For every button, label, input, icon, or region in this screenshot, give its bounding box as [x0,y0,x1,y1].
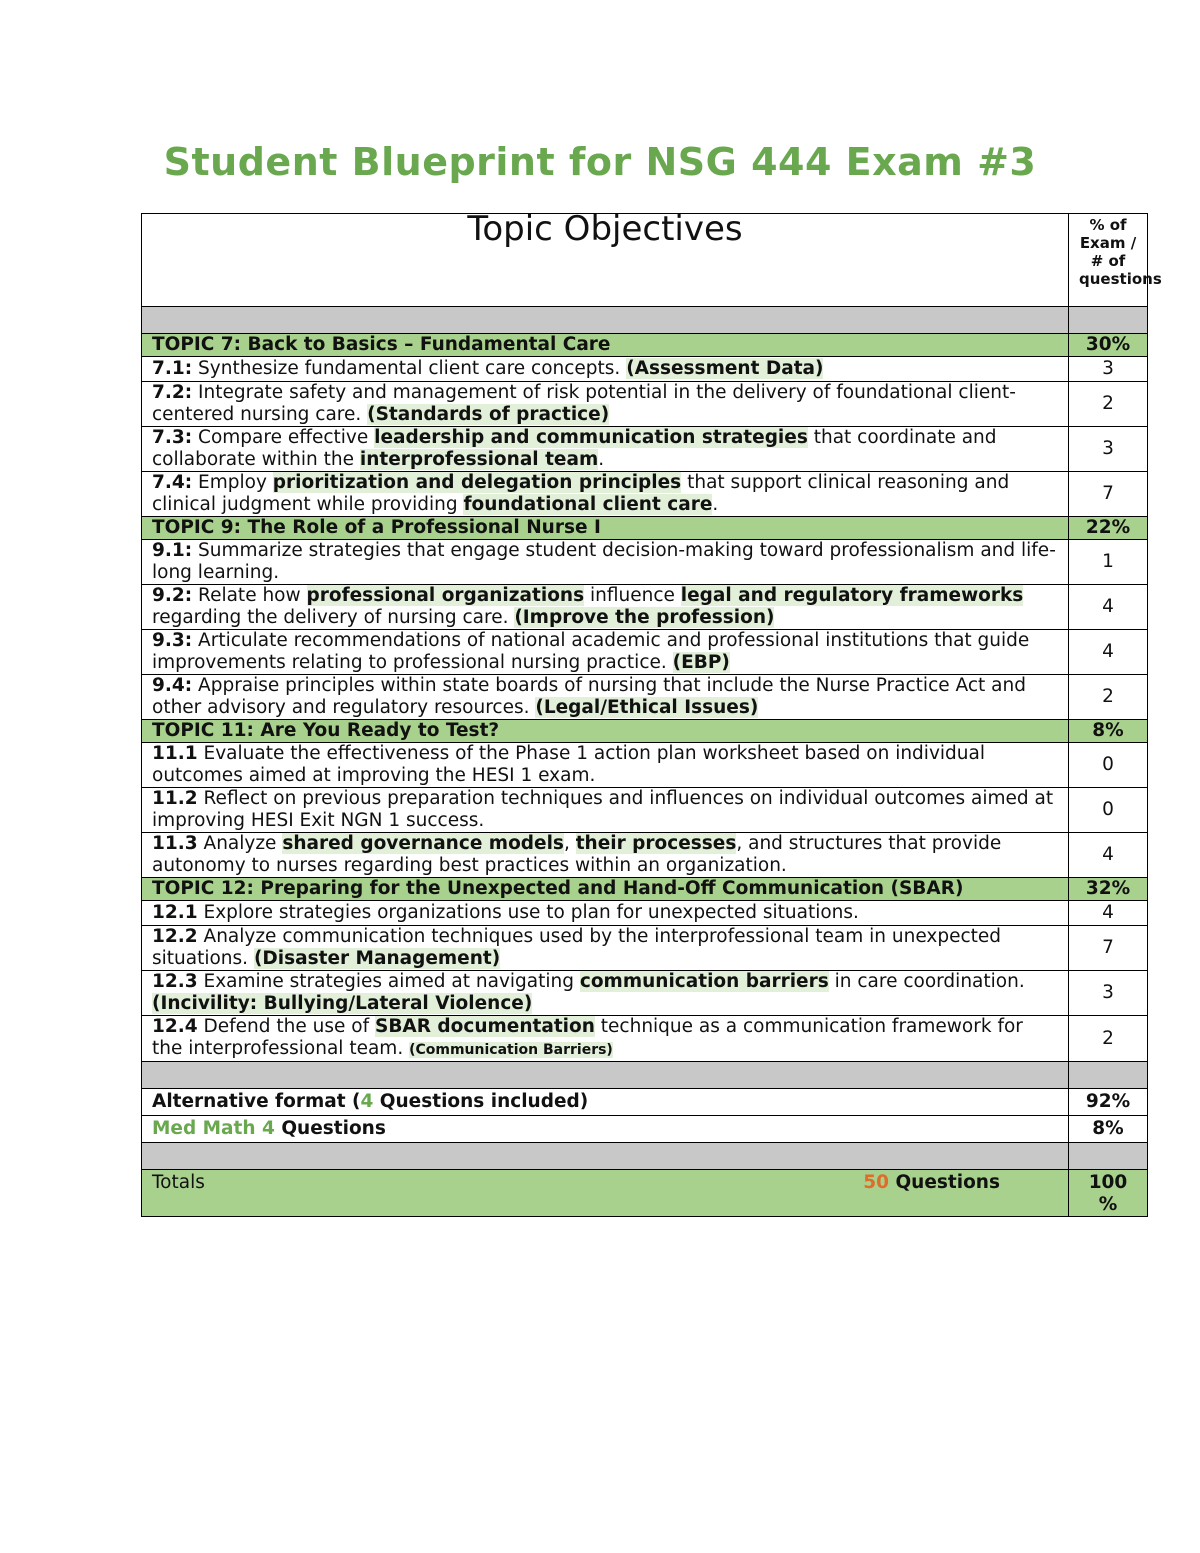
objective-text [142,926,1069,971]
objective-count: 3 [1069,971,1148,1016]
alternative-suffix: Questions included) [373,1091,589,1112]
objective-text-part: . [712,494,719,515]
objective-text-part: , and structures that provide autonomy to nurses regarding best practices within an organization. [152,833,1002,876]
objective-id: 11.1 [152,743,198,764]
objective-count: 7 [1069,472,1148,517]
objective-id: 11.2 [152,788,198,809]
objective-row [142,833,1148,878]
totals-row [142,1170,1148,1217]
topic-heading: TOPIC 9: The Role of a Professional Nurse I [142,517,1069,540]
objective-text-part: technique as a communication framework for the interprofessional team. [152,1016,1023,1059]
objective-row [142,585,1148,630]
objective-id: 7.4: [152,472,193,493]
topic-pct: 8% [1069,720,1148,743]
objective-id: 9.4: [152,675,193,696]
objective-text [142,971,1069,1016]
objective-count: 2 [1069,1016,1148,1062]
topic-heading-row [142,878,1148,901]
objective-row [142,901,1148,926]
spacer-row [142,307,1148,334]
objective-id: 7.1: [152,358,193,379]
objective-text [142,788,1069,833]
objective-highlight: communication barriers [579,971,829,992]
objective-text-part: Analyze [197,833,283,854]
objective-count: 0 [1069,743,1148,788]
page-title: Student Blueprint for NSG 444 Exam #3 [163,140,1037,184]
objective-id: 9.1: [152,540,193,561]
objective-count: 4 [1069,585,1148,630]
objective-count: 3 [1069,357,1148,382]
objective-text-part: Appraise principles within state boards of nursing that include the Nurse Practice Act and other advisory and regulatory resources. [152,675,1026,718]
objective-highlight: (Assessment Data) [626,358,824,379]
objective-count: 0 [1069,788,1148,833]
objective-row [142,540,1148,585]
objective-highlight: (Legal/Ethical Issues) [535,697,759,718]
objective-text-part: Explore strategies organizations use to plan for unexpected situations. [197,902,859,923]
objective-highlight: prioritization and delegation principles [272,472,682,493]
objective-highlight: foundational client care [463,494,713,515]
topic-heading: TOPIC 12: Preparing for the Unexpected and Hand-Off Communication (SBAR) [142,878,1069,901]
topic-pct: 30% [1069,334,1148,357]
objective-text-part: , [563,833,576,854]
objective-text-part: . [598,449,605,470]
objective-highlight: their processes [575,833,737,854]
med-math-row [142,1116,1148,1143]
objective-count: 2 [1069,675,1148,720]
topic-pct: 22% [1069,517,1148,540]
topic-heading: TOPIC 7: Back to Basics – Fundamental Care [142,334,1069,357]
med-math-suffix: Questions [274,1118,386,1139]
objective-id: 11.3 [152,833,198,854]
objective-row [142,926,1148,971]
objective-id: 12.2 [152,926,198,947]
topic-heading-row [142,334,1148,357]
objective-text-part: Articulate recommendations of national academic and professional institutions that guide improvements relating to professional nursing practice. [152,630,1030,673]
objective-row [142,1016,1148,1062]
totals-suffix: Questions [889,1172,1000,1193]
objective-row [142,743,1148,788]
objective-text [142,630,1069,675]
alternative-format-row [142,1089,1148,1116]
spacer-row [142,1143,1148,1170]
objective-count: 4 [1069,901,1148,926]
objective-id: 12.4 [152,1016,198,1037]
objective-id: 9.3: [152,630,193,651]
topic-heading-row [142,517,1148,540]
objective-highlight: legal and regulatory frameworks [680,585,1024,606]
objective-text [142,357,1069,382]
objective-text-part: Summarize strategies that engage student decision-making toward professionalism and life-long learning. [152,540,1056,583]
alternative-label: Alternative format ( [152,1091,361,1112]
objective-highlight: SBAR documentation [375,1016,595,1037]
objective-text [142,833,1069,878]
objective-text-part: that support clinical reasoning and clinical judgment while providing [152,472,1010,515]
objective-row [142,427,1148,472]
objective-count: 4 [1069,833,1148,878]
objective-text [142,540,1069,585]
objective-id: 9.2: [152,585,193,606]
topic-heading: TOPIC 11: Are You Ready to Test? [142,720,1069,743]
totals-label: Totals [152,1172,205,1193]
objective-id: 12.1 [152,902,198,923]
objective-highlight: (Standards of practice) [367,404,610,425]
objective-row [142,971,1148,1016]
objective-text-part: Analyze communication techniques used by the interprofessional team in unexpected situations. [152,926,1002,969]
objective-text-part: Employ [192,472,273,493]
totals-count: 50 [863,1172,890,1193]
objective-text [142,743,1069,788]
objective-id: 12.3 [152,971,198,992]
objective-row [142,357,1148,382]
objective-row [142,675,1148,720]
objective-highlight: (EBP) [672,652,730,673]
objective-row [142,382,1148,427]
totals-pct: 100 % [1069,1170,1148,1217]
topic-heading-row [142,720,1148,743]
objective-id: 7.2: [152,382,193,403]
objective-text-part: Integrate safety and management of risk potential in the delivery of foundational client-centered nursing care. [152,382,1016,425]
objective-text-part: Defend the use of [197,1016,375,1037]
objective-text [142,675,1069,720]
objective-text [142,585,1069,630]
objective-highlight: interprofessional team [359,449,599,470]
objective-count: 3 [1069,427,1148,472]
objective-text [142,1016,1069,1062]
objective-count: 2 [1069,382,1148,427]
objective-text-part: regarding the delivery of nursing care. [152,607,515,628]
med-math-count: 4 [262,1118,275,1139]
objective-highlight: (Communication Barriers) [409,1042,613,1058]
objective-text-part: Relate how [192,585,307,606]
med-math-pct: 8% [1069,1116,1148,1143]
objective-count: 7 [1069,926,1148,971]
objective-highlight: leadership and communication strategies [374,427,808,448]
objective-count: 4 [1069,630,1148,675]
med-math-label: Med Math [152,1118,256,1139]
header-row [142,214,1148,307]
objective-highlight: shared governance models [282,833,564,854]
objective-text-part: in care coordination. [828,971,1025,992]
topic-objectives-header: Topic Objectives [142,214,1069,307]
objective-text [142,901,1069,926]
objective-highlight: (Improve the profession) [514,607,775,628]
objective-highlight: professional organizations [306,585,585,606]
objective-row [142,630,1148,675]
objective-text-part: Synthesize fundamental client care concepts. [192,358,627,379]
objective-highlight: (Disaster Management) [253,948,501,969]
objective-id: 7.3: [152,427,193,448]
objective-count: 1 [1069,540,1148,585]
objective-text-part: Reflect on previous preparation techniques and influences on individual outcomes aimed at improving HESI Exit NGN 1 success. [152,788,1054,831]
objective-row [142,788,1148,833]
objective-text-part: Examine strategies aimed at navigating [197,971,580,992]
objective-text-part: that coordinate and collaborate within the [152,427,997,470]
blueprint-table [141,209,1162,1217]
alternative-pct: 92% [1069,1089,1148,1116]
topic-pct: 32% [1069,878,1148,901]
objective-text-part: Compare effective [192,427,375,448]
objective-text-part: Evaluate the effectiveness of the Phase 1 action plan worksheet based on individual outcomes aimed at improving the HESI 1 exam. [152,743,985,786]
spacer-row [142,1062,1148,1089]
objective-row [142,472,1148,517]
pct-column-header: % of Exam / # of questions [1069,214,1148,307]
objective-text [142,472,1069,517]
objective-text [142,427,1069,472]
objective-text [142,382,1069,427]
alternative-count: 4 [360,1091,374,1112]
objective-text-part: influence [584,585,681,606]
objective-highlight: (Incivility: Bullying/Lateral Violence) [152,993,533,1014]
